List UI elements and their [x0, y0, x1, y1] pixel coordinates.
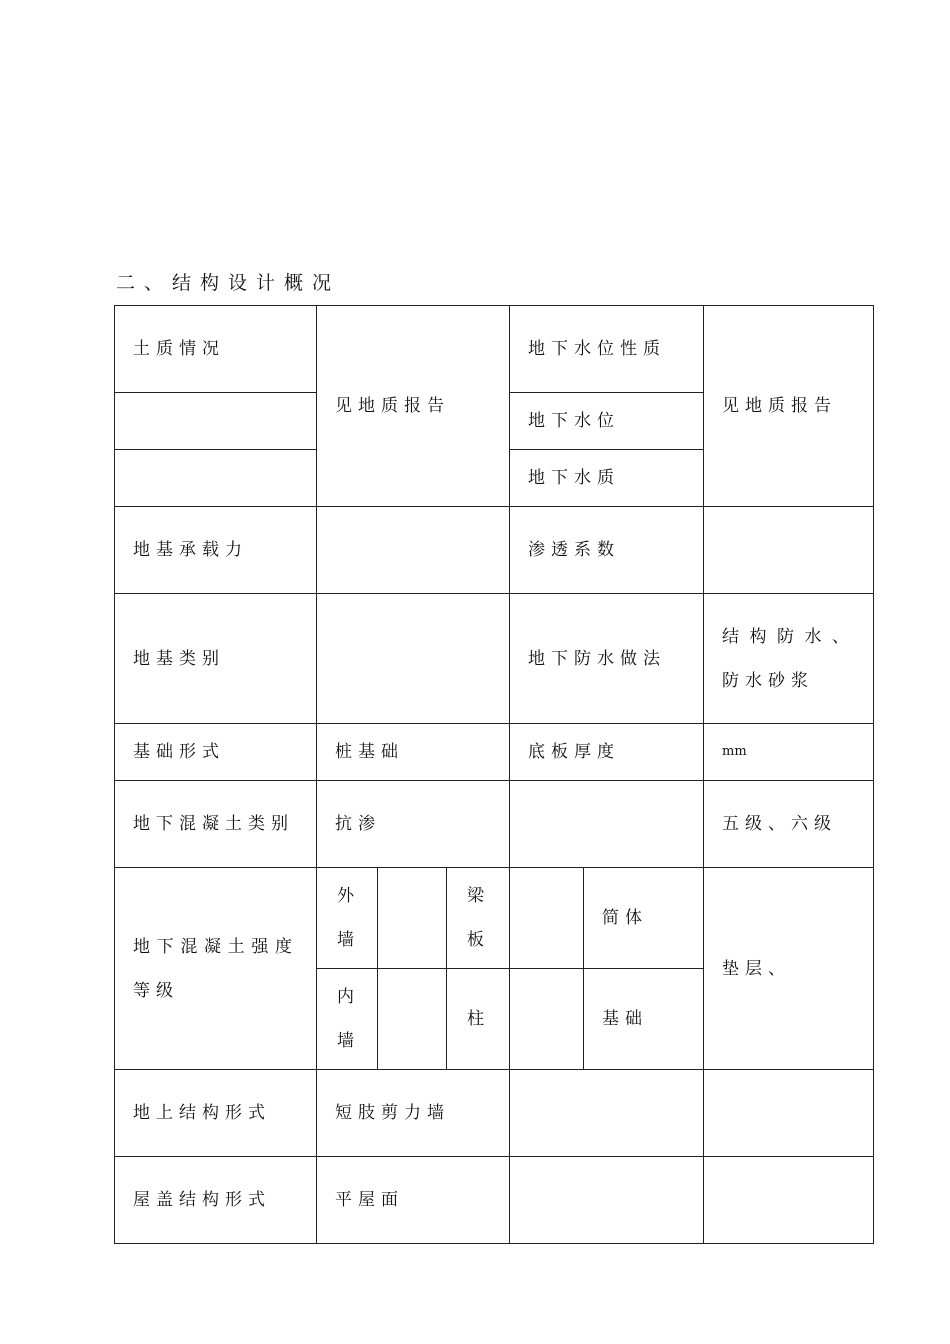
gw-quality-label: 地下水质: [510, 450, 704, 507]
table-row: [115, 507, 874, 594]
concrete-type-extra: [510, 781, 704, 868]
slab-thickness-unit: mm: [704, 724, 874, 781]
foundation-label: 基础: [584, 969, 704, 1070]
beam-slab-value: [510, 868, 584, 969]
table-row: [115, 781, 874, 868]
strength-label: 地下混凝土强度等级: [115, 868, 317, 1070]
table-row: [115, 306, 874, 393]
above-structure-label: 地上结构形式: [115, 1070, 317, 1157]
table-row: [115, 1070, 874, 1157]
bearing-label: 地基承载力: [115, 507, 317, 594]
table-row: [115, 724, 874, 781]
outer-wall-value: [378, 868, 447, 969]
column-label: 柱: [447, 969, 510, 1070]
inner-wall-value: [378, 969, 447, 1070]
foundation-type-value: [317, 594, 510, 724]
empty-cell: [510, 1070, 704, 1157]
empty-cell: [510, 1157, 704, 1244]
base-form-value: 桩基础: [317, 724, 510, 781]
roof-structure-label: 屋盖结构形式: [115, 1157, 317, 1244]
above-structure-value: 短肢剪力墙: [317, 1070, 510, 1157]
table-row: [115, 868, 874, 969]
waterproof-label: 地下防水做法: [510, 594, 704, 724]
section-heading: 二、结构设计概况: [116, 272, 341, 294]
structure-overview-table: [114, 305, 874, 1244]
empty-cell: [704, 1157, 874, 1244]
table-row: [115, 1157, 874, 1244]
waterproof-value: 结构防水、防水砂浆: [704, 594, 874, 724]
bearing-value: [317, 507, 510, 594]
beam-slab-label: 梁板: [447, 868, 510, 969]
roof-structure-value: 平屋面: [317, 1157, 510, 1244]
base-form-label: 基础形式: [115, 724, 317, 781]
empty-cell: [704, 1070, 874, 1157]
concrete-type-value: 抗渗: [317, 781, 510, 868]
soil-label: 土质情况: [115, 306, 317, 393]
slab-thickness-label: 底板厚度: [510, 724, 704, 781]
empty-cell: [115, 450, 317, 507]
gw-value: 见地质报告: [704, 306, 874, 507]
cushion-label: 垫层、: [704, 868, 874, 1070]
soil-value: 见地质报告: [317, 306, 510, 507]
gw-nature-label: 地下水位性质: [510, 306, 704, 393]
inner-wall-label: 内墙: [317, 969, 378, 1070]
outer-wall-label: 外墙: [317, 868, 378, 969]
permeability-label: 渗透系数: [510, 507, 704, 594]
gw-level-label: 地下水位: [510, 393, 704, 450]
permeability-value: [704, 507, 874, 594]
column-value: [510, 969, 584, 1070]
tube-label: 简体: [584, 868, 704, 969]
empty-cell: [115, 393, 317, 450]
concrete-type-label: 地下混凝土类别: [115, 781, 317, 868]
concrete-grade-label: 五级、六级: [704, 781, 874, 868]
table-row: [115, 594, 874, 724]
foundation-type-label: 地基类别: [115, 594, 317, 724]
